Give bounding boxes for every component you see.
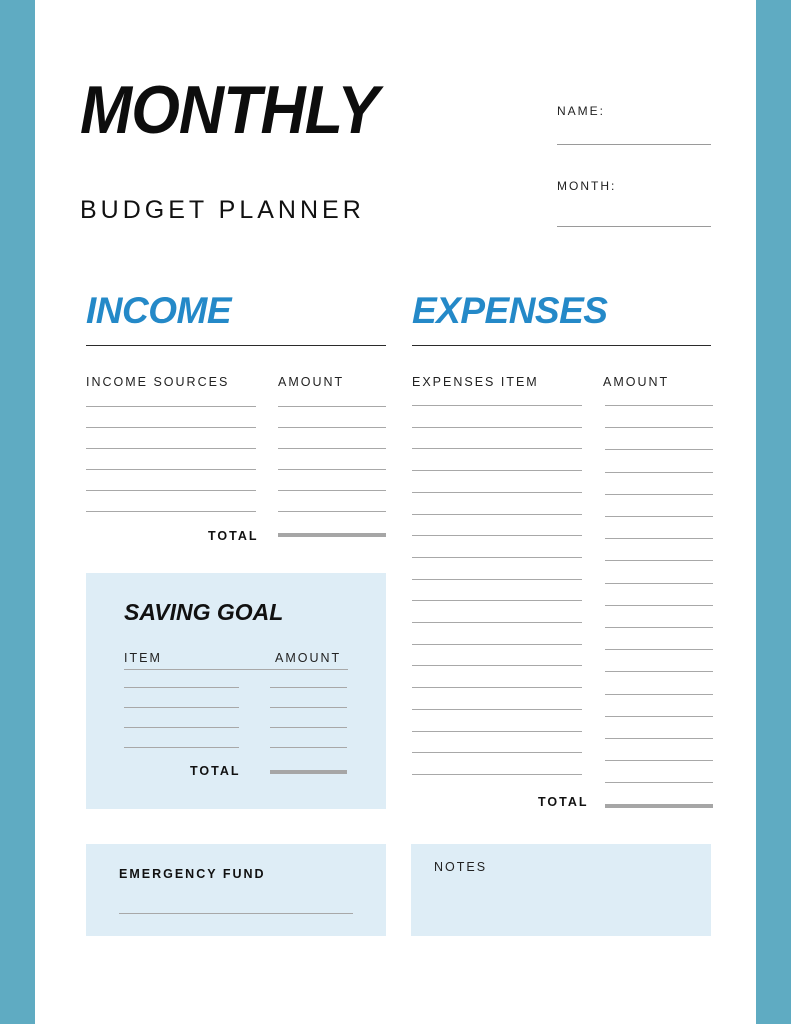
expense-amount-line[interactable] [605, 760, 713, 761]
income-amount-line[interactable] [278, 490, 386, 491]
income-source-line[interactable] [86, 406, 256, 407]
saving-item-line[interactable] [124, 707, 239, 708]
expense-amount-line[interactable] [605, 494, 713, 495]
saving-amount-line[interactable] [270, 747, 347, 748]
expense-amount-line[interactable] [605, 583, 713, 584]
saving-total-label: TOTAL [190, 764, 241, 778]
expense-amount-line[interactable] [605, 560, 713, 561]
name-field[interactable] [557, 144, 711, 145]
expense-item-line[interactable] [412, 665, 582, 666]
expense-item-line[interactable] [412, 774, 582, 775]
income-total-label: TOTAL [208, 529, 259, 543]
saving-amount-line[interactable] [270, 687, 347, 688]
income-source-line[interactable] [86, 427, 256, 428]
expense-item-line[interactable] [412, 557, 582, 558]
notes-label: NOTES [434, 860, 488, 874]
expenses-title: EXPENSES [412, 290, 608, 331]
expense-amount-line[interactable] [605, 738, 713, 739]
expense-item-line[interactable] [412, 600, 582, 601]
expense-item-line[interactable] [412, 514, 582, 515]
expense-item-line[interactable] [412, 405, 582, 406]
expense-amount-line[interactable] [605, 605, 713, 606]
page-subtitle: BUDGET PLANNER [80, 196, 365, 224]
income-divider [86, 345, 386, 346]
income-sources-header: INCOME SOURCES [86, 375, 230, 389]
planner-sheet [35, 0, 756, 1024]
saving-total-field[interactable] [270, 770, 347, 774]
expense-amount-line[interactable] [605, 516, 713, 517]
expense-item-line[interactable] [412, 470, 582, 471]
expenses-total-label: TOTAL [538, 795, 589, 809]
expense-amount-line[interactable] [605, 649, 713, 650]
month-field[interactable] [557, 226, 711, 227]
saving-goal-title: SAVING GOAL [124, 599, 284, 625]
income-amount-line[interactable] [278, 406, 386, 407]
income-source-line[interactable] [86, 490, 256, 491]
saving-goal-box [86, 573, 386, 809]
expense-item-line[interactable] [412, 709, 582, 710]
income-amount-line[interactable] [278, 427, 386, 428]
expenses-divider [412, 345, 711, 346]
emergency-fund-field[interactable] [119, 913, 353, 914]
expense-item-line[interactable] [412, 687, 582, 688]
emergency-fund-label: EMERGENCY FUND [119, 867, 266, 881]
expense-amount-line[interactable] [605, 427, 713, 428]
income-title: INCOME [86, 290, 231, 331]
expense-item-line[interactable] [412, 644, 582, 645]
page-title: MONTHLY [80, 72, 379, 148]
saving-item-line[interactable] [124, 727, 239, 728]
expenses-amount-header: AMOUNT [603, 375, 670, 389]
income-amount-line[interactable] [278, 469, 386, 470]
income-amount-line[interactable] [278, 511, 386, 512]
expense-item-line[interactable] [412, 427, 582, 428]
expense-item-line[interactable] [412, 492, 582, 493]
expense-item-line[interactable] [412, 579, 582, 580]
emergency-fund-box [86, 844, 386, 936]
expenses-item-header: EXPENSES ITEM [412, 375, 539, 389]
saving-amount-header: AMOUNT [275, 651, 342, 665]
saving-item-line[interactable] [124, 687, 239, 688]
expense-item-line[interactable] [412, 535, 582, 536]
expense-amount-line[interactable] [605, 716, 713, 717]
expense-item-line[interactable] [412, 731, 582, 732]
expense-amount-line[interactable] [605, 671, 713, 672]
saving-amount-line[interactable] [270, 707, 347, 708]
income-source-line[interactable] [86, 448, 256, 449]
expense-amount-line[interactable] [605, 782, 713, 783]
expense-amount-line[interactable] [605, 694, 713, 695]
expense-item-line[interactable] [412, 448, 582, 449]
expenses-total-field[interactable] [605, 804, 713, 808]
expense-amount-line[interactable] [605, 472, 713, 473]
expense-item-line[interactable] [412, 752, 582, 753]
expense-item-line[interactable] [412, 622, 582, 623]
income-source-line[interactable] [86, 469, 256, 470]
saving-item-header: ITEM [124, 651, 162, 665]
expense-amount-line[interactable] [605, 627, 713, 628]
notes-box[interactable] [411, 844, 711, 936]
expense-amount-line[interactable] [605, 405, 713, 406]
name-label: NAME: [557, 104, 606, 118]
expense-amount-line[interactable] [605, 538, 713, 539]
income-total-field[interactable] [278, 533, 386, 537]
expense-amount-line[interactable] [605, 449, 713, 450]
saving-item-line[interactable] [124, 747, 239, 748]
month-label: MONTH: [557, 179, 617, 193]
income-amount-header: AMOUNT [278, 375, 345, 389]
saving-header-rule [124, 669, 348, 670]
income-amount-line[interactable] [278, 448, 386, 449]
saving-amount-line[interactable] [270, 727, 347, 728]
income-source-line[interactable] [86, 511, 256, 512]
